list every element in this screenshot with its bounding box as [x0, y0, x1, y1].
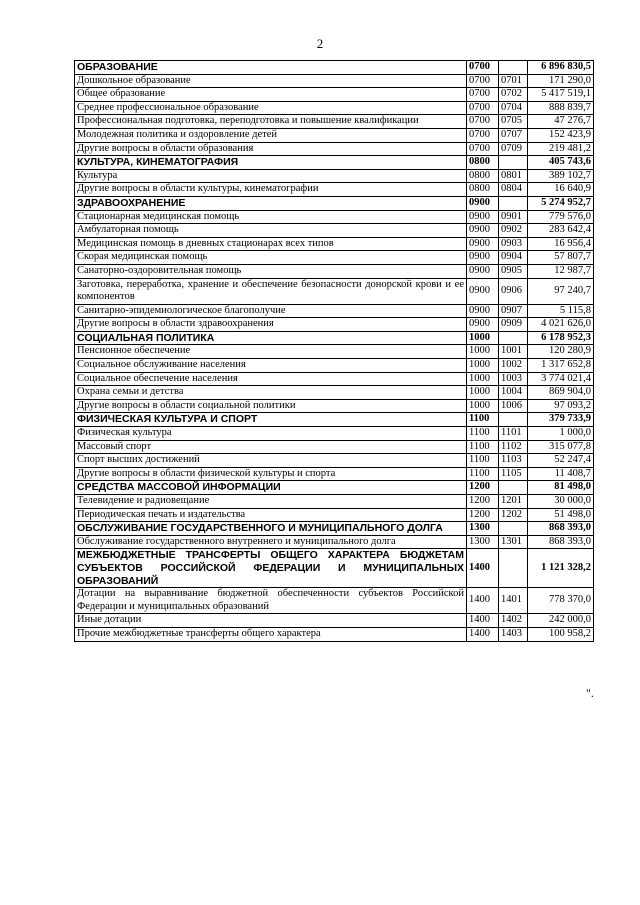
row-subsection-code-cell: 0906: [499, 278, 528, 304]
row-subsection-code-cell: 1002: [499, 359, 528, 373]
row-section-code-cell: 1100: [467, 413, 499, 427]
subsection-row: [75, 142, 594, 156]
row-name-cell: ОБСЛУЖИВАНИЕ ГОСУДАРСТВЕННОГО И МУНИЦИПАЛЬНОГО ДОЛГА: [75, 522, 467, 536]
subsection-row: [75, 427, 594, 441]
row-subsection-code-cell: [499, 413, 528, 427]
subsection-row: [75, 224, 594, 238]
row-name-cell: Другие вопросы в области здравоохранения: [75, 318, 467, 332]
subsection-row: [75, 508, 594, 522]
row-amount-cell: 171 290,0: [528, 74, 594, 88]
row-section-code-cell: 1200: [467, 495, 499, 509]
row-section-code-cell: 0800: [467, 183, 499, 197]
row-name-cell: Другие вопросы в области образования: [75, 142, 467, 156]
row-section-code-cell: 1000: [467, 399, 499, 413]
row-subsection-code-cell: 1006: [499, 399, 528, 413]
row-section-code-cell: 0700: [467, 128, 499, 142]
row-name-cell: Медицинская помощь в дневных стационарах всех типов: [75, 237, 467, 251]
row-name-cell: Спорт высших достижений: [75, 454, 467, 468]
section-total-row: [75, 481, 594, 495]
row-amount-cell: 120 280,9: [528, 345, 594, 359]
row-section-code-cell: 1100: [467, 454, 499, 468]
row-name-cell: Среднее профессиональное образование: [75, 101, 467, 115]
row-amount-cell: 778 370,0: [528, 588, 594, 614]
row-amount-cell: 51 498,0: [528, 508, 594, 522]
row-amount-cell: 5 417 519,1: [528, 88, 594, 102]
row-name-cell: КУЛЬТУРА, КИНЕМАТОГРАФИЯ: [75, 156, 467, 170]
row-name-cell: Заготовка, переработка, хранение и обеспечение безопасности донорской крови и ее компонентов: [75, 278, 467, 304]
row-amount-cell: 868 393,0: [528, 535, 594, 549]
row-name-cell: Обслуживание государственного внутреннего и муниципального долга: [75, 535, 467, 549]
row-amount-cell: 16 640,9: [528, 183, 594, 197]
row-section-code-cell: 1000: [467, 331, 499, 345]
row-subsection-code-cell: 1403: [499, 627, 528, 641]
subsection-row: [75, 440, 594, 454]
row-name-cell: Другие вопросы в области культуры, кинематографии: [75, 183, 467, 197]
row-subsection-code-cell: 1301: [499, 535, 528, 549]
row-subsection-code-cell: 0704: [499, 101, 528, 115]
row-section-code-cell: 1400: [467, 549, 499, 588]
subsection-row: [75, 495, 594, 509]
subsection-row: [75, 535, 594, 549]
row-section-code-cell: 0900: [467, 304, 499, 318]
budget-allocation-table: [74, 60, 594, 642]
row-section-code-cell: 0700: [467, 101, 499, 115]
section-total-row: [75, 156, 594, 170]
row-section-code-cell: 1100: [467, 467, 499, 481]
row-amount-cell: 869 904,0: [528, 386, 594, 400]
row-amount-cell: 779 576,0: [528, 210, 594, 224]
row-name-cell: Прочие межбюджетные трансферты общего характера: [75, 627, 467, 641]
subsection-row: [75, 251, 594, 265]
row-subsection-code-cell: 0705: [499, 115, 528, 129]
row-amount-cell: 283 642,4: [528, 224, 594, 238]
row-section-code-cell: 0700: [467, 88, 499, 102]
subsection-row: [75, 386, 594, 400]
row-amount-cell: 5 274 952,7: [528, 196, 594, 210]
row-subsection-code-cell: [499, 522, 528, 536]
row-subsection-code-cell: 0701: [499, 74, 528, 88]
row-name-cell: Санаторно-оздоровительная помощь: [75, 264, 467, 278]
row-subsection-code-cell: 1105: [499, 467, 528, 481]
row-subsection-code-cell: 0902: [499, 224, 528, 238]
row-name-cell: Другие вопросы в области социальной политики: [75, 399, 467, 413]
subsection-row: [75, 345, 594, 359]
row-subsection-code-cell: 0904: [499, 251, 528, 265]
row-section-code-cell: 0900: [467, 210, 499, 224]
row-subsection-code-cell: 0804: [499, 183, 528, 197]
subsection-row: [75, 88, 594, 102]
row-name-cell: Иные дотации: [75, 614, 467, 628]
row-subsection-code-cell: 1102: [499, 440, 528, 454]
row-subsection-code-cell: 1401: [499, 588, 528, 614]
row-subsection-code-cell: 1101: [499, 427, 528, 441]
row-amount-cell: 97 093,2: [528, 399, 594, 413]
subsection-row: [75, 399, 594, 413]
section-total-row: [75, 331, 594, 345]
row-subsection-code-cell: 1201: [499, 495, 528, 509]
row-section-code-cell: 0700: [467, 74, 499, 88]
row-subsection-code-cell: 0901: [499, 210, 528, 224]
row-subsection-code-cell: 1001: [499, 345, 528, 359]
section-total-row: [75, 522, 594, 536]
row-amount-cell: 868 393,0: [528, 522, 594, 536]
subsection-row: [75, 278, 594, 304]
row-subsection-code-cell: [499, 156, 528, 170]
row-section-code-cell: 0700: [467, 142, 499, 156]
row-section-code-cell: 1000: [467, 372, 499, 386]
row-section-code-cell: 1400: [467, 614, 499, 628]
row-subsection-code-cell: 0709: [499, 142, 528, 156]
row-amount-cell: 6 896 830,5: [528, 61, 594, 75]
row-amount-cell: 52 247,4: [528, 454, 594, 468]
row-amount-cell: 888 839,7: [528, 101, 594, 115]
row-section-code-cell: 0900: [467, 318, 499, 332]
row-section-code-cell: 1000: [467, 386, 499, 400]
section-total-row: [75, 413, 594, 427]
closing-quote-mark: ".: [586, 686, 594, 700]
row-name-cell: Социальное обеспечение населения: [75, 372, 467, 386]
row-subsection-code-cell: 0909: [499, 318, 528, 332]
row-name-cell: Пенсионное обеспечение: [75, 345, 467, 359]
row-subsection-code-cell: 0707: [499, 128, 528, 142]
row-name-cell: Телевидение и радиовещание: [75, 495, 467, 509]
row-amount-cell: 242 000,0: [528, 614, 594, 628]
row-amount-cell: 1 000,0: [528, 427, 594, 441]
row-amount-cell: 12 987,7: [528, 264, 594, 278]
row-amount-cell: 57 807,7: [528, 251, 594, 265]
row-amount-cell: 11 408,7: [528, 467, 594, 481]
row-subsection-code-cell: 1103: [499, 454, 528, 468]
subsection-row: [75, 467, 594, 481]
row-name-cell: ОБРАЗОВАНИЕ: [75, 61, 467, 75]
row-subsection-code-cell: [499, 61, 528, 75]
row-section-code-cell: 0900: [467, 237, 499, 251]
row-amount-cell: 315 077,8: [528, 440, 594, 454]
row-amount-cell: 4 021 626,0: [528, 318, 594, 332]
section-total-row: [75, 61, 594, 75]
row-subsection-code-cell: [499, 196, 528, 210]
row-section-code-cell: 0800: [467, 156, 499, 170]
row-name-cell: Амбулаторная помощь: [75, 224, 467, 238]
row-subsection-code-cell: [499, 549, 528, 588]
subsection-row: [75, 454, 594, 468]
row-name-cell: Санитарно-эпидемиологическое благополучие: [75, 304, 467, 318]
row-section-code-cell: 0900: [467, 196, 499, 210]
subsection-row: [75, 318, 594, 332]
section-total-row: [75, 196, 594, 210]
row-amount-cell: 47 276,7: [528, 115, 594, 129]
row-amount-cell: 389 102,7: [528, 169, 594, 183]
row-name-cell: ЗДРАВООХРАНЕНИЕ: [75, 196, 467, 210]
row-name-cell: Массовый спорт: [75, 440, 467, 454]
row-name-cell: Культура: [75, 169, 467, 183]
row-section-code-cell: 0800: [467, 169, 499, 183]
row-amount-cell: 379 733,9: [528, 413, 594, 427]
row-section-code-cell: 1400: [467, 627, 499, 641]
row-subsection-code-cell: 1402: [499, 614, 528, 628]
row-section-code-cell: 1400: [467, 588, 499, 614]
subsection-row: [75, 169, 594, 183]
row-subsection-code-cell: [499, 331, 528, 345]
subsection-row: [75, 128, 594, 142]
row-name-cell: Дошкольное образование: [75, 74, 467, 88]
row-amount-cell: 152 423,9: [528, 128, 594, 142]
row-section-code-cell: 1200: [467, 481, 499, 495]
row-section-code-cell: 0700: [467, 61, 499, 75]
row-name-cell: Молодежная политика и оздоровление детей: [75, 128, 467, 142]
row-name-cell: Стационарная медицинская помощь: [75, 210, 467, 224]
row-amount-cell: 30 000,0: [528, 495, 594, 509]
row-section-code-cell: 0900: [467, 264, 499, 278]
row-subsection-code-cell: 0907: [499, 304, 528, 318]
row-name-cell: Профессиональная подготовка, переподготовка и повышение квалификации: [75, 115, 467, 129]
row-amount-cell: 1 317 652,8: [528, 359, 594, 373]
row-section-code-cell: 0900: [467, 251, 499, 265]
row-subsection-code-cell: [499, 481, 528, 495]
subsection-row: [75, 237, 594, 251]
row-amount-cell: 1 121 328,2: [528, 549, 594, 588]
row-section-code-cell: 1300: [467, 535, 499, 549]
row-subsection-code-cell: 1202: [499, 508, 528, 522]
subsection-row: [75, 101, 594, 115]
subsection-row: [75, 614, 594, 628]
row-section-code-cell: 1000: [467, 345, 499, 359]
subsection-row: [75, 372, 594, 386]
row-amount-cell: 97 240,7: [528, 278, 594, 304]
row-section-code-cell: 1100: [467, 440, 499, 454]
row-name-cell: ФИЗИЧЕСКАЯ КУЛЬТУРА И СПОРТ: [75, 413, 467, 427]
row-name-cell: Общее образование: [75, 88, 467, 102]
row-section-code-cell: 1200: [467, 508, 499, 522]
row-amount-cell: 5 115,8: [528, 304, 594, 318]
subsection-row: [75, 74, 594, 88]
row-amount-cell: 219 481,2: [528, 142, 594, 156]
row-amount-cell: 6 178 952,3: [528, 331, 594, 345]
row-name-cell: Периодическая печать и издательства: [75, 508, 467, 522]
row-name-cell: МЕЖБЮДЖЕТНЫЕ ТРАНСФЕРТЫ ОБЩЕГО ХАРАКТЕРА БЮДЖЕТАМ СУБЪЕКТОВ РОССИЙСКОЙ ФЕДЕРАЦИИ И МУНИЦИПАЛЬНЫХ ОБРАЗОВАНИЙ: [75, 549, 467, 588]
row-subsection-code-cell: 0903: [499, 237, 528, 251]
row-amount-cell: 81 498,0: [528, 481, 594, 495]
subsection-row: [75, 264, 594, 278]
row-subsection-code-cell: 0702: [499, 88, 528, 102]
row-section-code-cell: 1100: [467, 427, 499, 441]
subsection-row: [75, 588, 594, 614]
row-name-cell: Физическая культура: [75, 427, 467, 441]
row-subsection-code-cell: 1004: [499, 386, 528, 400]
row-amount-cell: 3 774 021,4: [528, 372, 594, 386]
row-amount-cell: 100 958,2: [528, 627, 594, 641]
table-body: [75, 61, 594, 642]
subsection-row: [75, 115, 594, 129]
subsection-row: [75, 210, 594, 224]
row-subsection-code-cell: 0801: [499, 169, 528, 183]
row-amount-cell: 16 956,4: [528, 237, 594, 251]
subsection-row: [75, 183, 594, 197]
row-name-cell: Социальное обслуживание населения: [75, 359, 467, 373]
page-number: 2: [316, 36, 324, 51]
row-subsection-code-cell: 1003: [499, 372, 528, 386]
row-name-cell: Скорая медицинская помощь: [75, 251, 467, 265]
row-section-code-cell: 1300: [467, 522, 499, 536]
row-section-code-cell: 1000: [467, 359, 499, 373]
row-name-cell: Другие вопросы в области физической культуры и спорта: [75, 467, 467, 481]
row-name-cell: Дотации на выравнивание бюджетной обеспеченности субъектов Российской Федерации и муниципальных образований: [75, 588, 467, 614]
subsection-row: [75, 627, 594, 641]
row-name-cell: СРЕДСТВА МАССОВОЙ ИНФОРМАЦИИ: [75, 481, 467, 495]
row-section-code-cell: 0900: [467, 224, 499, 238]
row-section-code-cell: 0900: [467, 278, 499, 304]
section-total-row: [75, 549, 594, 588]
row-section-code-cell: 0700: [467, 115, 499, 129]
row-subsection-code-cell: 0905: [499, 264, 528, 278]
row-name-cell: Охрана семьи и детства: [75, 386, 467, 400]
row-name-cell: СОЦИАЛЬНАЯ ПОЛИТИКА: [75, 331, 467, 345]
subsection-row: [75, 304, 594, 318]
row-amount-cell: 405 743,6: [528, 156, 594, 170]
subsection-row: [75, 359, 594, 373]
